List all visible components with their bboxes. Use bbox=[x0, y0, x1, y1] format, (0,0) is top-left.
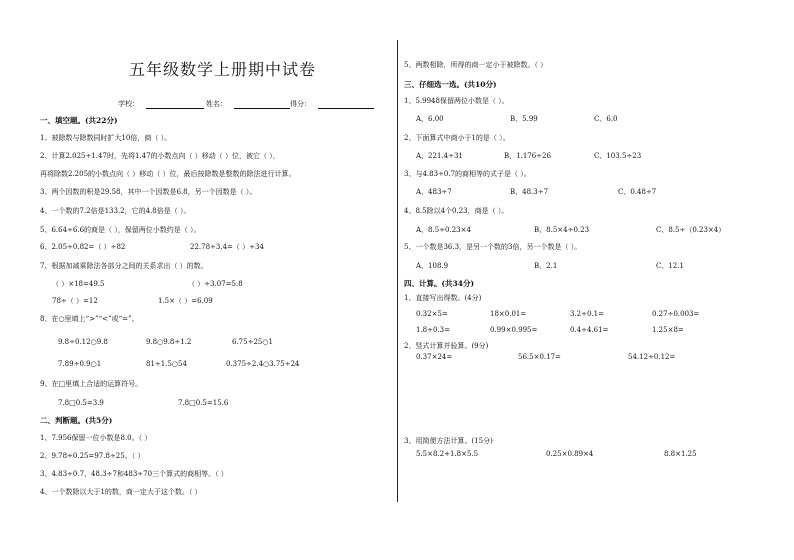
s1-q8c: 6.75÷25○1 bbox=[232, 338, 273, 346]
s4-q3-item-2: 0.25×0.89×4 bbox=[546, 450, 594, 458]
s4-q3-item-1: 5.5×8.2+1.8×5.5 bbox=[416, 450, 479, 458]
s4-q1-r1-1: 0.32×5= bbox=[416, 310, 448, 318]
score-label: 得分： bbox=[290, 100, 311, 108]
column-divider bbox=[397, 40, 398, 502]
s2-q2: 2、9.78÷0.25=97.8÷25。（ ） bbox=[40, 452, 145, 460]
s1-q7c: 78÷（ ）=12 bbox=[52, 297, 98, 305]
s4-q3: 3、用简便方法计算。(15分) bbox=[404, 437, 493, 445]
s3-q3-opt-b: B、48.3÷7 bbox=[510, 188, 549, 196]
s1-q1: 1、被除数与除数同时扩大10倍，商（ ）。 bbox=[40, 134, 172, 142]
s1-q8f: 0.375÷2.4○3.75÷24 bbox=[226, 360, 300, 368]
s1-q8a: 9.8÷0.12○9.8 bbox=[58, 338, 108, 346]
s4-q1-r2-1: 1.8÷0.3= bbox=[416, 326, 450, 334]
s1-q2b: 再将除数2.205的小数点向（ ）移动（ ）位，最后按除数是整数的除法进行计算。 bbox=[40, 170, 296, 178]
name-label: 姓名： bbox=[206, 100, 227, 108]
s4-q1-r1-2: 18×0.01= bbox=[490, 310, 527, 318]
s3-q2-opt-a: A、221.4÷31 bbox=[416, 152, 463, 160]
s4-q2-item-1: 0.37×24= bbox=[416, 353, 453, 361]
s4-q3-item-3: 8.8×1.25 bbox=[664, 450, 697, 458]
s4-q2-item-3: 54.12÷0.12= bbox=[628, 353, 676, 361]
s4-q2: 2、竖式计算并验算。(9分) bbox=[404, 342, 489, 350]
s3-q4-opt-b: B、8.5×4÷0.23 bbox=[534, 226, 590, 234]
s3-q3-opt-a: A、483÷7 bbox=[416, 188, 452, 196]
s1-q3: 3、两个因数的积是29.58，其中一个因数是6.8，另一个因数是（ ）。 bbox=[40, 188, 257, 196]
s3-q2: 2、下面算式中商小于1的是（ ）。 bbox=[404, 134, 510, 142]
s4-q1-r2-2: 0.99×0.995= bbox=[490, 326, 538, 334]
s1-q9a: 7.8□0.5=3.9 bbox=[58, 399, 104, 407]
s3-q3: 3、与4.83÷0.7的商相等的式子是（ ）。 bbox=[404, 170, 531, 178]
s1-q8b: 9.8○9.8÷1.2 bbox=[146, 338, 192, 346]
s3-q5-opt-b: B、2.1 bbox=[534, 262, 558, 270]
s3-q5-opt-c: C、12.1 bbox=[656, 262, 684, 270]
s4-q1: 1、直接写出得数。(4分) bbox=[404, 294, 482, 302]
s3-q1-opt-b: B、5.99 bbox=[510, 115, 538, 123]
s4-q1-r1-3: 3.2÷0.1= bbox=[570, 310, 604, 318]
s3-q4-opt-c: C、8.5÷（0.23×4） bbox=[656, 226, 726, 234]
s2-q1: 1、7.956保留一位小数是8.0。（ ） bbox=[40, 434, 152, 442]
s1-q7a: （ ）×18=49.5 bbox=[52, 280, 105, 288]
s1-q8: 8、在○里填上“>”“<”或“=”。 bbox=[40, 315, 139, 323]
name-field[interactable] bbox=[234, 100, 290, 109]
s4-q1-r1-4: 0.27÷0.003= bbox=[652, 310, 700, 318]
section4-heading: 四、计算。(共34分) bbox=[404, 279, 475, 288]
s2-q3: 3、4.83÷0.7、48.3÷7和483÷70三个算式的商相等。（ ） bbox=[40, 470, 228, 478]
s4-q1-r2-4: 1.25×8= bbox=[652, 326, 684, 334]
page-title: 五年级数学上册期中试卷 bbox=[129, 60, 317, 79]
s3-q4: 4、8.5除以4个0.23，商是（ ）。 bbox=[404, 207, 509, 215]
section3-heading: 三、仔细选一选。(共10分) bbox=[404, 80, 497, 89]
s1-q2a: 2、计算2.025÷1.47时，先将1.47的小数点向（ ）移动（ ）位，被它（ ）， bbox=[40, 152, 280, 160]
s3-q1: 1、5.9948保留两位小数是（ ）。 bbox=[404, 97, 509, 105]
s1-q8e: 81÷1.5○54 bbox=[146, 360, 187, 368]
s1-q7b: （ ）÷3.07=5.8 bbox=[188, 280, 243, 288]
s3-q1-opt-c: C、6.0 bbox=[594, 115, 618, 123]
s3-q3-opt-c: C、0.48÷7 bbox=[618, 188, 657, 196]
school-label: 学校： bbox=[118, 100, 139, 108]
s1-q4: 4、一个数的7.2倍是133.2，它的4.8倍是（ ）。 bbox=[40, 207, 191, 215]
s3-q2-opt-c: C、103.5÷23 bbox=[594, 152, 642, 160]
section1-heading: 一、填空题。(共22分) bbox=[40, 116, 118, 125]
s3-q5-opt-a: A、108.9 bbox=[416, 262, 449, 270]
s1-q6b: 22.78÷3.4=（ ）÷34 bbox=[190, 243, 264, 251]
s1-q8d: 7.89÷0.9○1 bbox=[58, 360, 102, 368]
s1-q9: 9、在□里填上合适的运算符号。 bbox=[40, 380, 143, 388]
s3-q4-opt-a: A、8.5÷0.23×4 bbox=[416, 226, 471, 234]
s1-q9b: 7.8□0.5=15.6 bbox=[178, 399, 229, 407]
s1-q6a: 6、2.05÷0.82=（ ）÷82 bbox=[40, 243, 126, 251]
s3-q1-opt-a: A、6.00 bbox=[416, 115, 444, 123]
s4-q1-r2-3: 0.4÷4.61= bbox=[570, 326, 609, 334]
score-field[interactable] bbox=[318, 100, 374, 109]
s3-q5: 5、一个数是36.3，是另一个数的3倍，另一个数是（ ）。 bbox=[404, 243, 582, 251]
s1-q7: 7、根据加减乘除法各部分之间的关系求出（ ）的数。 bbox=[40, 262, 208, 270]
s1-q5: 5、6.64÷6.6的商是（ ），保留两位小数约是（ ）。 bbox=[40, 226, 201, 234]
s1-q7d: 1.5×（ ）=6.09 bbox=[158, 297, 213, 305]
school-field[interactable] bbox=[146, 100, 204, 109]
s4-q2-item-2: 56.5×0.17= bbox=[518, 353, 561, 361]
s2-q5: 5、两数相除，所得的商一定小于被除数。（ ） bbox=[404, 61, 548, 69]
section2-heading: 二、判断题。(共5分) bbox=[40, 416, 113, 425]
s3-q2-opt-b: B、1.176÷26 bbox=[504, 152, 551, 160]
s2-q4: 4、一个数除以大于1的数，商一定大于这个数。（ ） bbox=[40, 488, 202, 496]
